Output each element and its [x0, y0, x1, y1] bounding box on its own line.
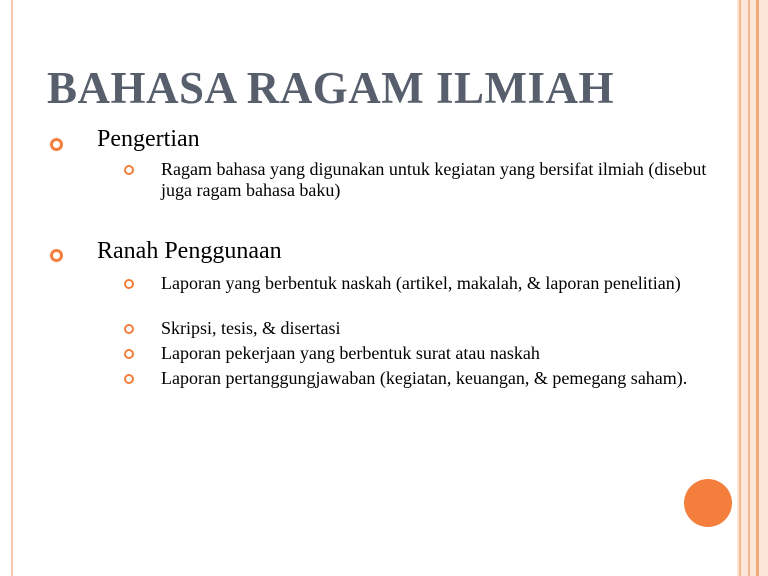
- section-heading-ranah-penggunaan: Ranah Penggunaan: [97, 238, 282, 264]
- item-bullet-icon: [124, 324, 134, 334]
- list-item: Ragam bahasa yang digunakan untuk kegiatan yang bersifat ilmiah (disebut juga ragam bahasa baku): [161, 159, 707, 200]
- item-bullet-icon: [124, 349, 134, 359]
- right-decorative-band: [737, 0, 768, 576]
- left-decorative-line: [11, 0, 13, 576]
- right-decorative-line-3: [756, 0, 759, 576]
- section-heading-pengertian: Pengertian: [97, 126, 200, 152]
- item-bullet-icon: [124, 165, 134, 175]
- section-bullet-icon: [50, 249, 63, 262]
- right-decorative-line-1: [739, 0, 741, 576]
- decorative-orange-circle: [684, 479, 732, 527]
- list-item: Laporan yang berbentuk naskah (artikel, makalah, & laporan penelitian): [161, 273, 681, 293]
- section-bullet-icon: [50, 138, 63, 151]
- list-item: Laporan pertanggungjawaban (kegiatan, keuangan, & pemegang saham).: [161, 368, 688, 388]
- item-bullet-icon: [124, 279, 134, 289]
- right-decorative-line-2: [748, 0, 750, 576]
- list-item: Skripsi, tesis, & disertasi: [161, 318, 341, 338]
- list-item: Laporan pekerjaan yang berbentuk surat atau naskah: [161, 343, 540, 363]
- slide-title: BAHASA RAGAM ILMIAH: [47, 63, 615, 113]
- item-bullet-icon: [124, 374, 134, 384]
